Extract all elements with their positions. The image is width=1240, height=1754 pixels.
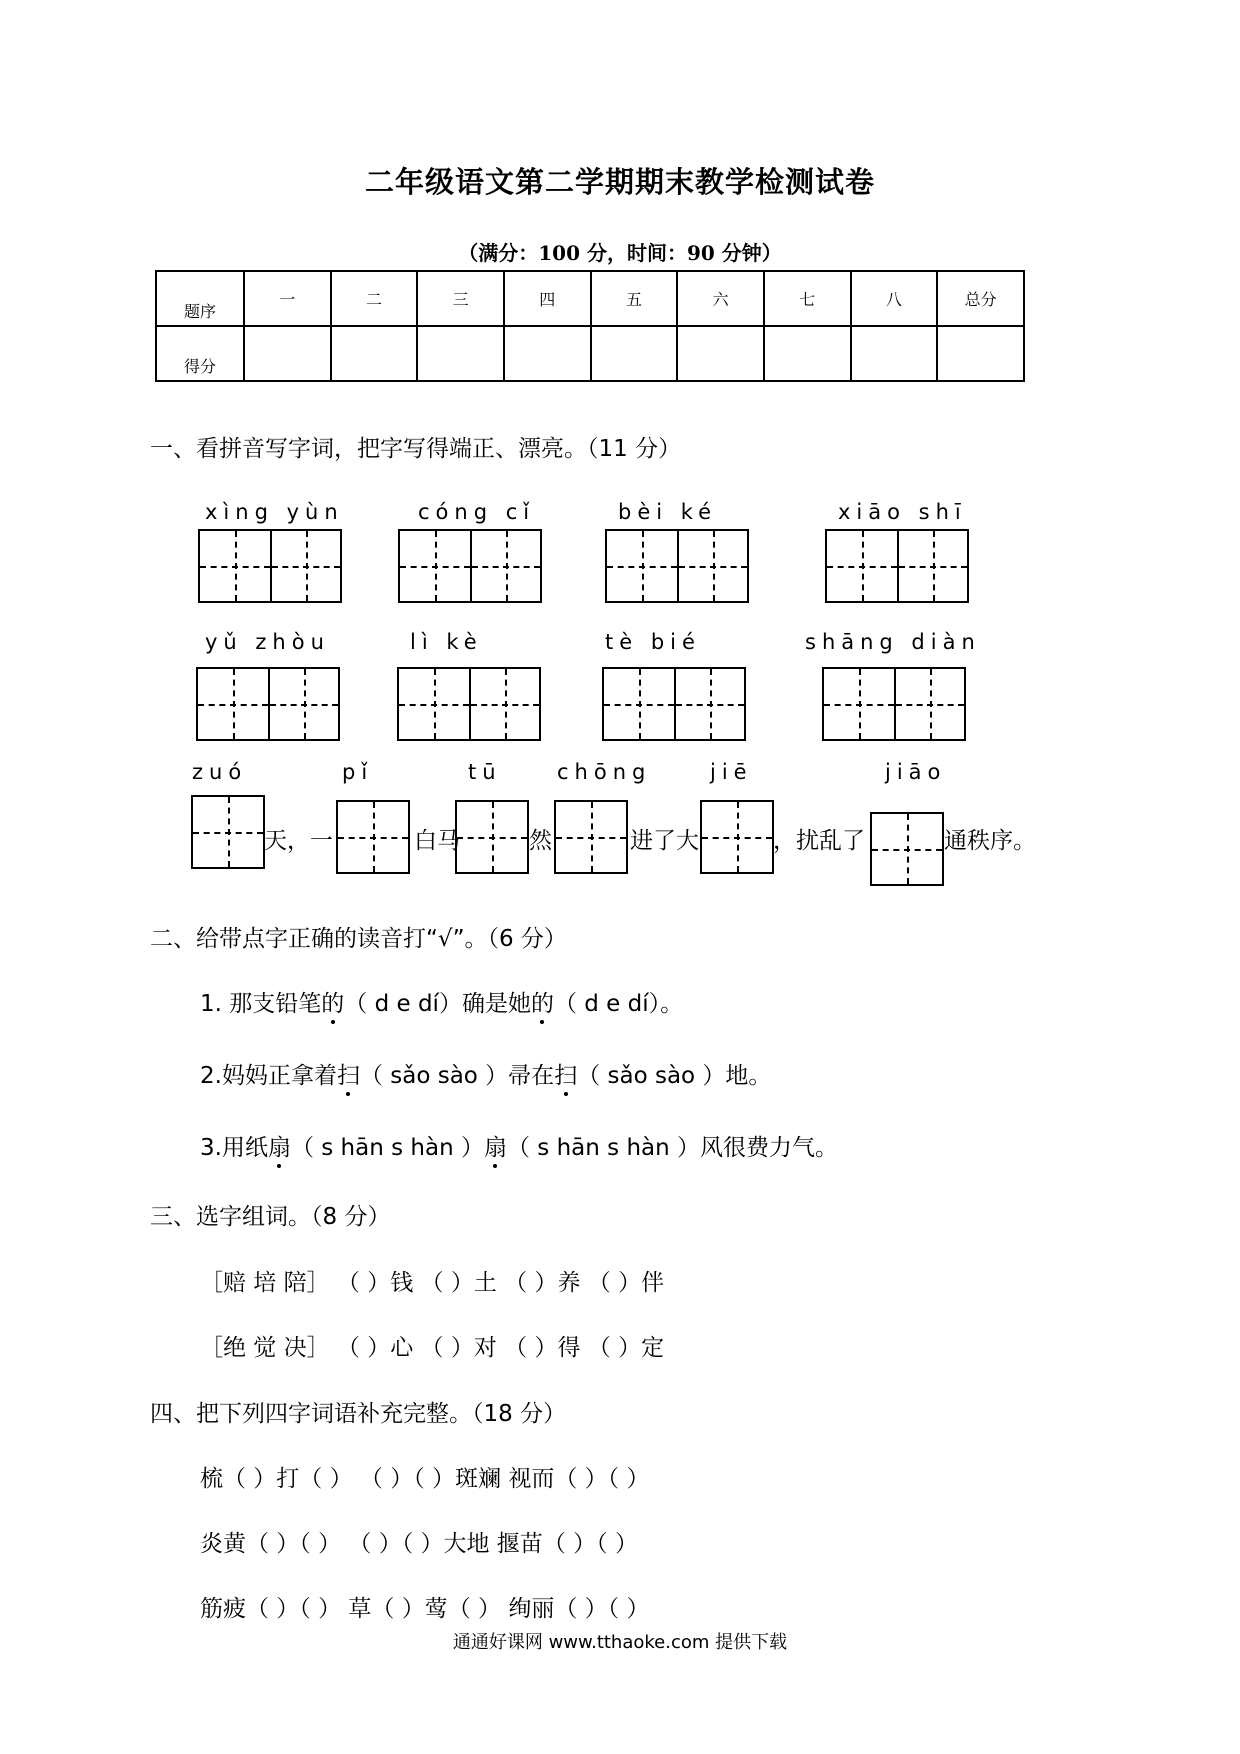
question-text: 1. 那支铅笔: [200, 991, 322, 1017]
score-header-cell: 三: [417, 271, 504, 326]
writing-grid[interactable]: [822, 667, 966, 741]
footer-watermark: 通通好课网 www.tthaoke.com 提供下载: [452, 1632, 788, 1653]
writing-grid[interactable]: [196, 667, 340, 741]
writing-cell[interactable]: [897, 531, 967, 601]
question-text: （ d e dí）确是她: [344, 991, 531, 1017]
word-choice-line[interactable]: ［绝 觉 决］ （ ）心 （ ）对 （ ）得 （ ）定: [200, 1335, 665, 1361]
writing-cell[interactable]: [607, 531, 677, 601]
score-table-score-row: [156, 326, 1024, 381]
score-cell[interactable]: [677, 326, 764, 381]
writing-cell[interactable]: [470, 531, 540, 601]
question-line: [200, 985, 683, 1018]
score-header-cell: 二: [331, 271, 418, 326]
writing-cell[interactable]: [674, 669, 744, 739]
score-cell[interactable]: [591, 326, 678, 381]
score-table-header-row: [156, 271, 1024, 326]
score-header-cell: 题序: [156, 271, 244, 326]
question-text: 2.妈妈正拿着: [200, 1063, 337, 1089]
writing-cell[interactable]: [270, 531, 340, 601]
question-text: （ sǎo sào ）地。: [577, 1063, 772, 1089]
sentence-fragment: 白马: [414, 828, 460, 854]
writing-cell[interactable]: [894, 669, 964, 739]
sentence-fragment: ，扰乱了: [773, 828, 865, 854]
writing-cell[interactable]: [268, 669, 338, 739]
sentence-fragment: 天，一: [264, 828, 333, 854]
word-choice-line[interactable]: ［赔 培 陪］ （ ）钱 （ ）土 （ ）养 （ ）伴: [200, 1270, 665, 1296]
score-header-cell: 总分: [937, 271, 1024, 326]
pinyin-label: yǔ zhòu: [205, 630, 330, 654]
score-row-label: 得分: [156, 326, 244, 381]
dotted-character: 扇: [484, 1129, 507, 1162]
dotted-character: 扇: [268, 1129, 291, 1162]
pinyin-label: jiāo: [885, 760, 947, 784]
writing-cell[interactable]: [824, 669, 894, 739]
writing-cell[interactable]: [338, 802, 408, 872]
pinyin-label: bèi ké: [618, 500, 718, 524]
sentence-fragment: 然: [529, 828, 552, 854]
writing-grid[interactable]: [397, 667, 541, 741]
page-title: 二年级语文第二学期期末教学检测试卷: [364, 165, 875, 199]
writing-cell[interactable]: [556, 802, 626, 872]
question-text: （ sǎo sào ）帚在: [359, 1063, 555, 1089]
score-cell[interactable]: [244, 326, 331, 381]
pinyin-label: tè bié: [605, 630, 701, 654]
question-line: [200, 1129, 838, 1162]
pinyin-label: cóng cǐ: [418, 500, 536, 524]
question-line: [200, 1057, 771, 1090]
writing-cell[interactable]: [677, 531, 747, 601]
writing-cell[interactable]: [702, 802, 772, 872]
writing-cell[interactable]: [604, 669, 674, 739]
page-subtitle: （满分：100 分，时间：90 分钟）: [458, 241, 782, 265]
writing-grid[interactable]: [398, 529, 542, 603]
score-cell[interactable]: [417, 326, 504, 381]
score-header-cell: 四: [504, 271, 591, 326]
dotted-character: 扫: [554, 1057, 577, 1090]
score-header-cell: 五: [591, 271, 678, 326]
writing-cell[interactable]: [200, 531, 270, 601]
pinyin-label: xìng yùn: [205, 500, 344, 524]
score-cell[interactable]: [331, 326, 418, 381]
writing-grid[interactable]: [455, 800, 529, 874]
score-table: [155, 270, 1025, 382]
writing-cell[interactable]: [827, 531, 897, 601]
writing-grid[interactable]: [870, 812, 944, 886]
pinyin-label: chōng: [557, 760, 652, 784]
section4-heading: 四、把下列四字词语补充完整。（18 分）: [150, 1401, 567, 1427]
writing-cell[interactable]: [872, 814, 942, 884]
score-cell[interactable]: [937, 326, 1024, 381]
dotted-character: 扫: [337, 1057, 360, 1090]
writing-cell[interactable]: [469, 669, 539, 739]
question-text: 3.用纸: [200, 1135, 268, 1161]
writing-grid[interactable]: [605, 529, 749, 603]
writing-grid[interactable]: [198, 529, 342, 603]
question-text: （ s hān s hàn ）风很费力气。: [506, 1135, 839, 1161]
section1-heading: 一、看拼音写字词，把字写得端正、漂亮。（11 分）: [150, 436, 682, 462]
idiom-line[interactable]: 梳（ ）打（ ） （ ）（ ）斑斓 视而（ ）（ ）: [200, 1466, 650, 1492]
score-cell[interactable]: [504, 326, 591, 381]
idiom-line[interactable]: 炎黄（ ）（ ） （ ）（ ）大地 揠苗（ ）（ ）: [200, 1531, 638, 1557]
dotted-character: 的: [531, 985, 554, 1018]
writing-grid[interactable]: [700, 800, 774, 874]
writing-grid[interactable]: [602, 667, 746, 741]
sentence-fragment: 通秩序。: [944, 828, 1036, 854]
writing-grid[interactable]: [191, 795, 265, 869]
pinyin-label: shāng diàn: [805, 630, 981, 654]
writing-grid[interactable]: [825, 529, 969, 603]
writing-cell[interactable]: [399, 669, 469, 739]
pinyin-label: lì kè: [410, 630, 483, 654]
score-header-cell: 六: [677, 271, 764, 326]
section2-heading: 二、给带点字正确的读音打“√”。（6 分）: [150, 926, 567, 952]
pinyin-label: zuó: [192, 760, 248, 784]
score-header-cell: 七: [764, 271, 851, 326]
writing-grid[interactable]: [554, 800, 628, 874]
writing-cell[interactable]: [457, 802, 527, 872]
writing-grid[interactable]: [336, 800, 410, 874]
idiom-line[interactable]: 筋疲（ ）（ ） 草（ ）莺（ ） 绚丽（ ）（ ）: [200, 1596, 650, 1622]
writing-cell[interactable]: [198, 669, 268, 739]
score-header-cell: 八: [851, 271, 938, 326]
writing-cell[interactable]: [193, 797, 263, 867]
pinyin-label: tū: [468, 760, 502, 784]
score-cell[interactable]: [851, 326, 938, 381]
pinyin-label: jiē: [710, 760, 753, 784]
question-text: （ d e dí）。: [553, 991, 684, 1017]
writing-cell[interactable]: [400, 531, 470, 601]
dotted-character: 的: [321, 985, 344, 1018]
section3-heading: 三、选字组词。（8 分）: [150, 1204, 391, 1230]
pinyin-label: xiāo shī: [838, 500, 967, 524]
pinyin-label: pǐ: [342, 760, 374, 784]
score-cell[interactable]: [764, 326, 851, 381]
sentence-fragment: 进了大: [630, 828, 699, 854]
question-text: （ s hān s hàn ）: [290, 1135, 484, 1161]
score-header-cell: 一: [244, 271, 331, 326]
